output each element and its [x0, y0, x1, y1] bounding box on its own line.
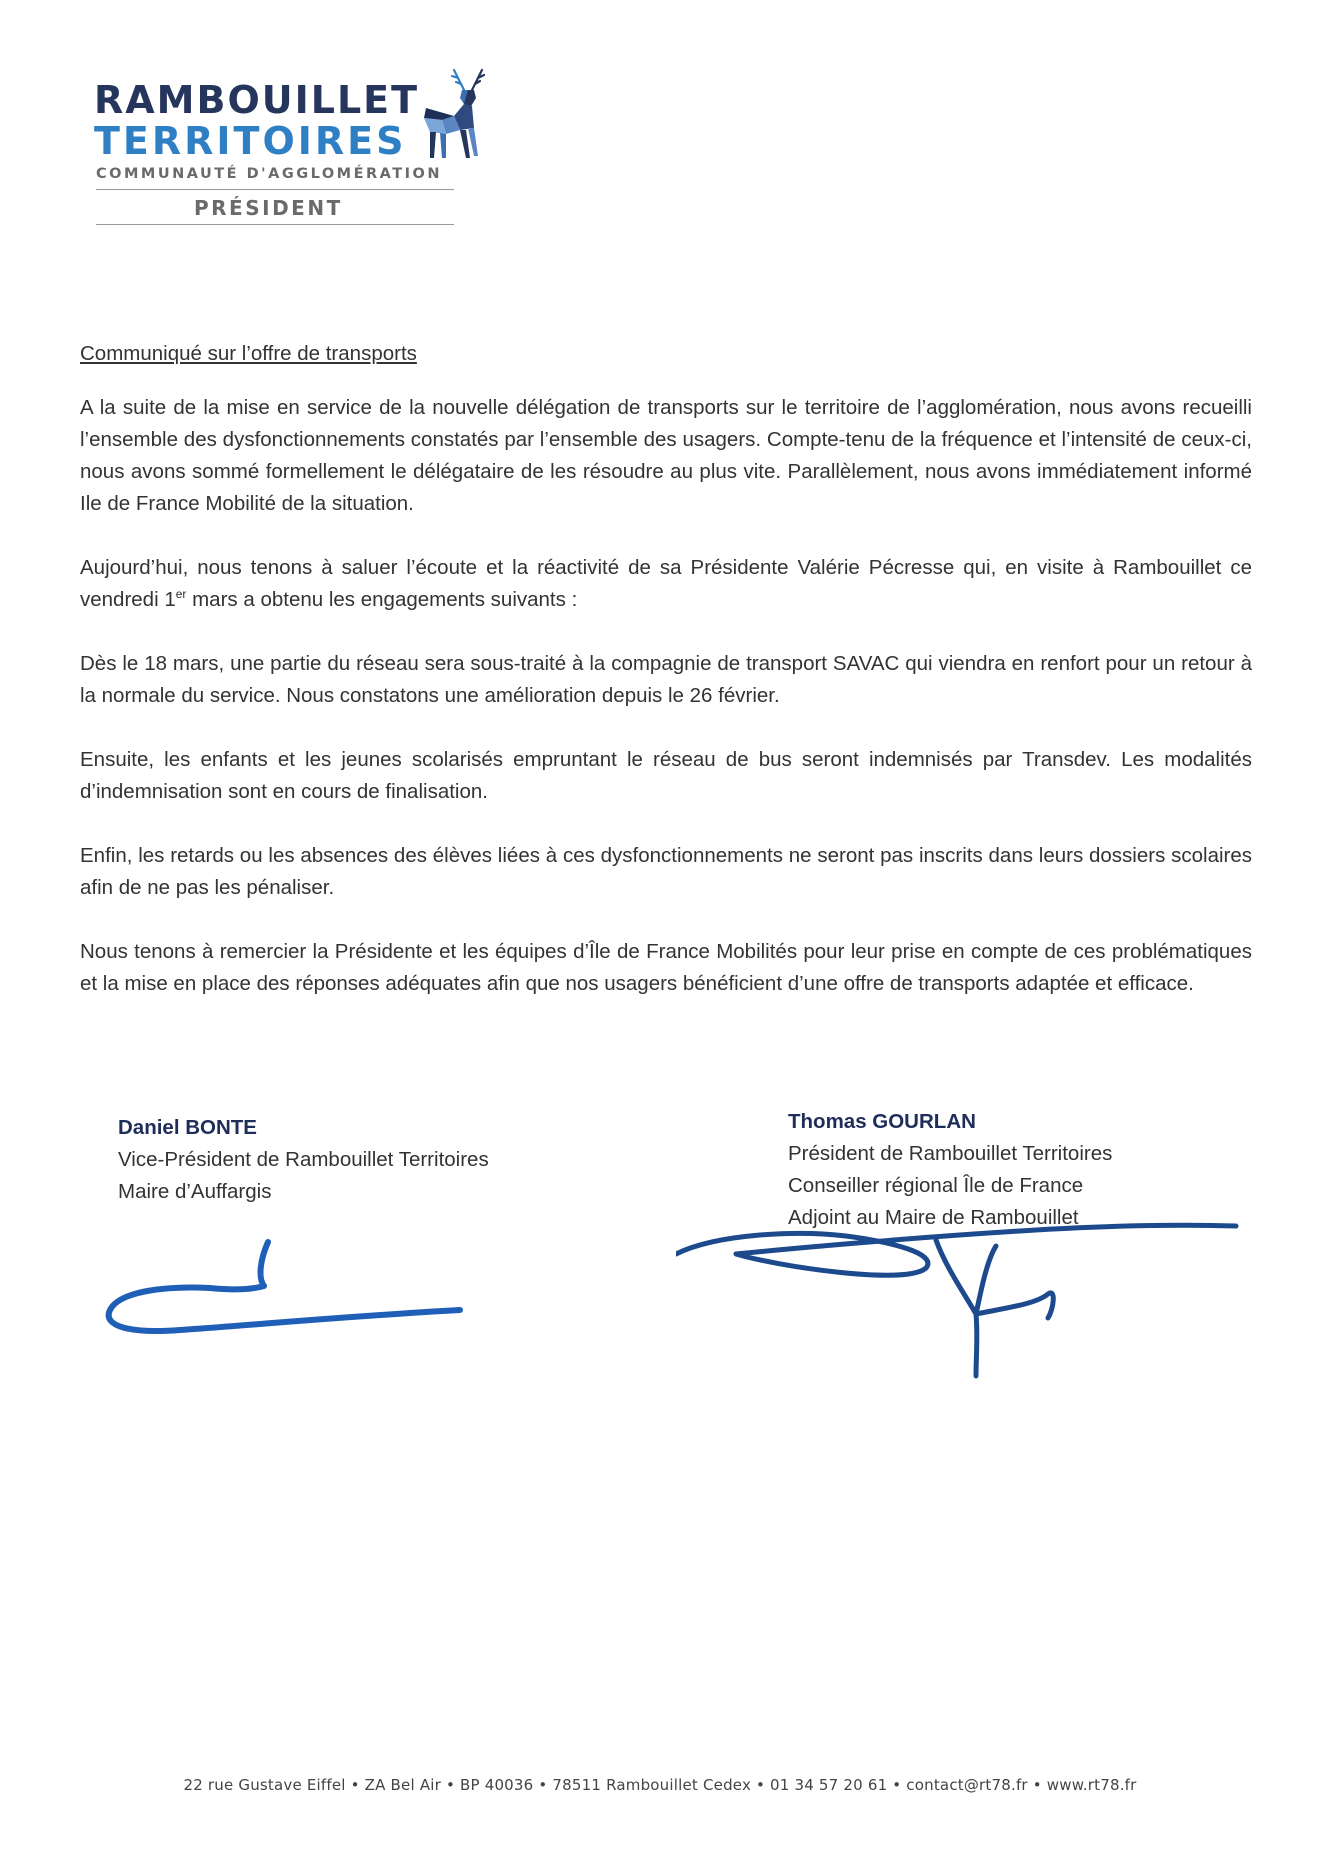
signatory-name: Daniel BONTE: [118, 1116, 257, 1139]
signatory-name: Thomas GOURLAN: [788, 1110, 976, 1133]
handwritten-signature-left: [100, 1230, 470, 1340]
paragraph-2-text-end: mars a obtenu les engagements suivants :: [186, 588, 578, 611]
letterhead: [94, 78, 494, 228]
paragraph-1: A la suite de la mise en service de la nouvelle délégation de transports sur le territoire de l’agglomération, nous avons recueilli l’ensemble des dysfonctionnements constatés par l’ensemble des usagers. Compte-tenu de la fréquence et l’intensité de ceux-ci, nous avons sommé formellement le délégataire de les résoudre au plus vite. Parallèlement, nous avons immédiatement informé Ile de France Mobilité de la situation.: [80, 396, 1252, 515]
ordinal-superscript: er: [175, 587, 187, 602]
handwritten-signature-right: [676, 1196, 1246, 1382]
signatory-role: Adjoint au Maire de Rambouillet: [788, 1206, 1079, 1229]
paragraph-2: [80, 552, 1252, 616]
signatory-role: Vice-Président de Rambouillet Territoires: [118, 1148, 489, 1171]
letterhead-divider-bottom: [96, 224, 454, 225]
signatory-role: Maire d’Auffargis: [118, 1180, 272, 1203]
letterhead-divider: [96, 189, 454, 190]
document-title: Communiqué sur l’offre de transports: [80, 342, 417, 365]
letterhead-name-line1: RAMBOUILLET: [94, 78, 420, 122]
signatory-role: Conseiller régional Île de France: [788, 1174, 1084, 1197]
footer-contact: 22 rue Gustave Eiffel • ZA Bel Air • BP 40036 • 78511 Rambouillet Cedex • 01 34 57 20 61 • contact@rt78.fr • www.rt78.fr: [183, 1776, 1137, 1794]
signatory-role: Président de Rambouillet Territoires: [788, 1142, 1113, 1165]
deer-icon: [416, 68, 492, 160]
letterhead-office: PRÉSIDENT: [194, 196, 343, 220]
paragraph-5: Enfin, les retards ou les absences des élèves liées à ces dysfonctionnements ne seront pas inscrits dans leurs dossiers scolaires afin de ne pas les pénaliser.: [80, 844, 1252, 899]
letterhead-subtitle: COMMUNAUTÉ D'AGGLOMÉRATION: [96, 166, 443, 182]
letterhead-name-line2: TERRITOIRES: [94, 119, 407, 163]
signature-block-left: [118, 1112, 489, 1208]
paragraph-3: Dès le 18 mars, une partie du réseau sera sous-traité à la compagnie de transport SAVAC qui viendra en renfort pour un retour à la normale du service. Nous constatons une amélioration depuis le 26 février.: [80, 652, 1252, 707]
paragraph-4: Ensuite, les enfants et les jeunes scolarisés empruntant le réseau de bus seront indemnisés par Transdev. Les modalités d’indemnisation sont en cours de finalisation.: [80, 748, 1252, 803]
paragraph-2-text-start: Aujourd’hui, nous tenons à saluer l’écoute et la réactivité de sa Présidente Valérie Pécresse qui, en visite à Rambouillet ce vendredi 1: [80, 556, 1252, 611]
document-body: [80, 338, 1252, 1032]
paragraph-6: Nous tenons à remercier la Présidente et les équipes d’Île de France Mobilités pour leur prise en compte de ces problématiques et la mise en place des réponses adéquates afin que nos usagers bénéficient d’une offre de transports adaptée et efficace.: [80, 940, 1252, 995]
